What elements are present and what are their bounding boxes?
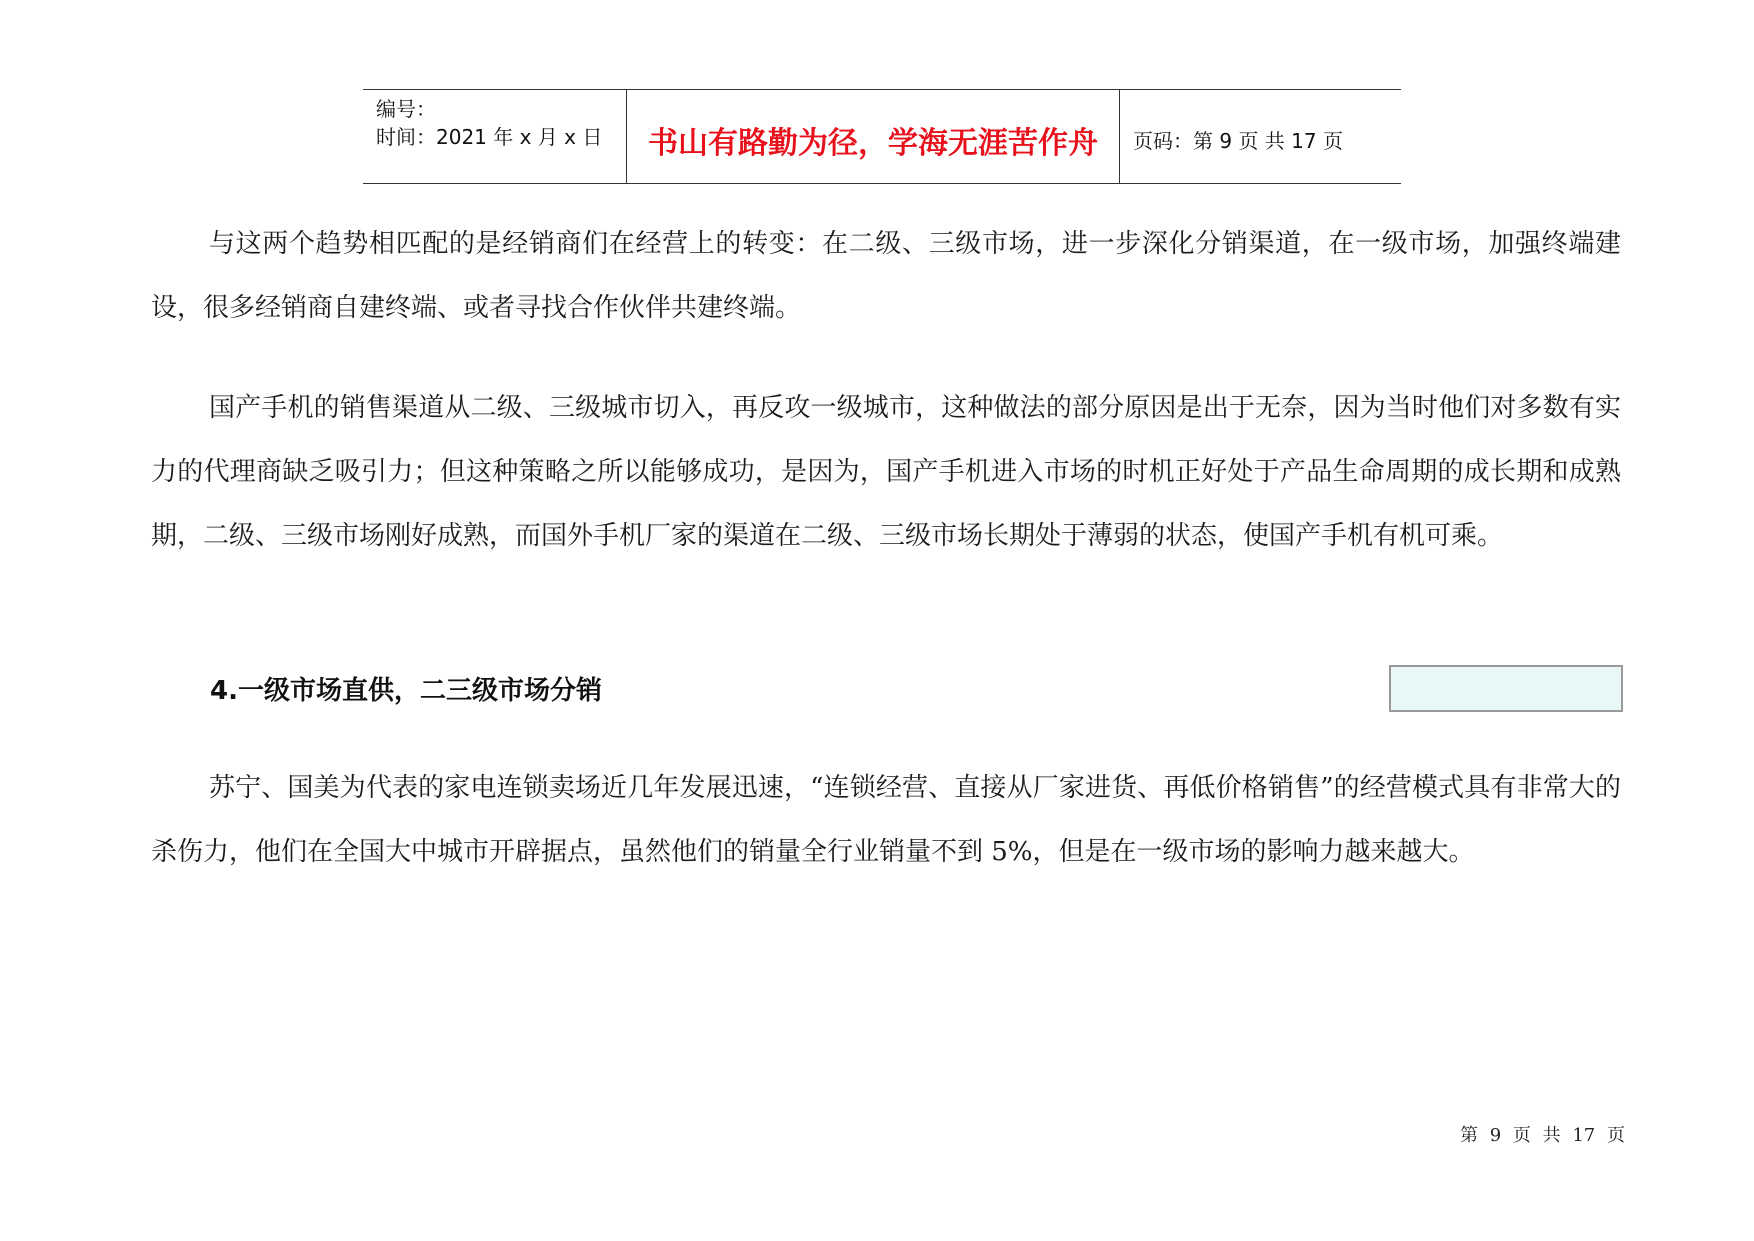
page-footer: 第 9 页 共 17 页: [1460, 1125, 1625, 1146]
paragraph-2: 国产手机的销售渠道从二级、三级城市切入，再反攻一级城市，这种做法的部分原因是出于无奈，因为当时他们对多数有实力的代理商缺乏吸引力；但这种策略之所以能够成功，是因为，国产手机进入市场的时机正好处于产品生命周期的成长期和成熟期，二级、三级市场刚好成熟，而国外手机厂家的渠道在二级、三级市场长期处于薄弱的状态，使国产手机有机可乘。: [151, 393, 1621, 551]
document-header-table: [363, 89, 1401, 184]
header-motto: 书山有路勤为径，学海无涯苦作舟: [627, 90, 1120, 183]
blank-text-box: [1389, 665, 1623, 712]
header-page-info: 页码：第 9 页 共 17 页: [1133, 129, 1343, 153]
header-meta-cell: [363, 90, 627, 183]
section-heading: 4.一级市场直供，二三级市场分销: [210, 676, 602, 706]
header-number-label: 编号：: [376, 97, 436, 121]
header-date-label: 时间：2021 年 x 月 x 日: [376, 125, 603, 149]
paragraph-1: 与这两个趋势相匹配的是经销商们在经营上的转变：在二级、三级市场，进一步深化分销渠道，在一级市场，加强终端建设，很多经销商自建终端、或者寻找合作伙伴共建终端。: [151, 229, 1621, 323]
paragraph-3: 苏宁、国美为代表的家电连锁卖场近几年发展迅速，“连锁经营、直接从厂家进货、再低价格销售”的经营模式具有非常大的杀伤力，他们在全国大中城市开辟据点，虽然他们的销量全行业销量不到 5%，但是在一级市场的影响力越来越大。: [151, 773, 1621, 867]
